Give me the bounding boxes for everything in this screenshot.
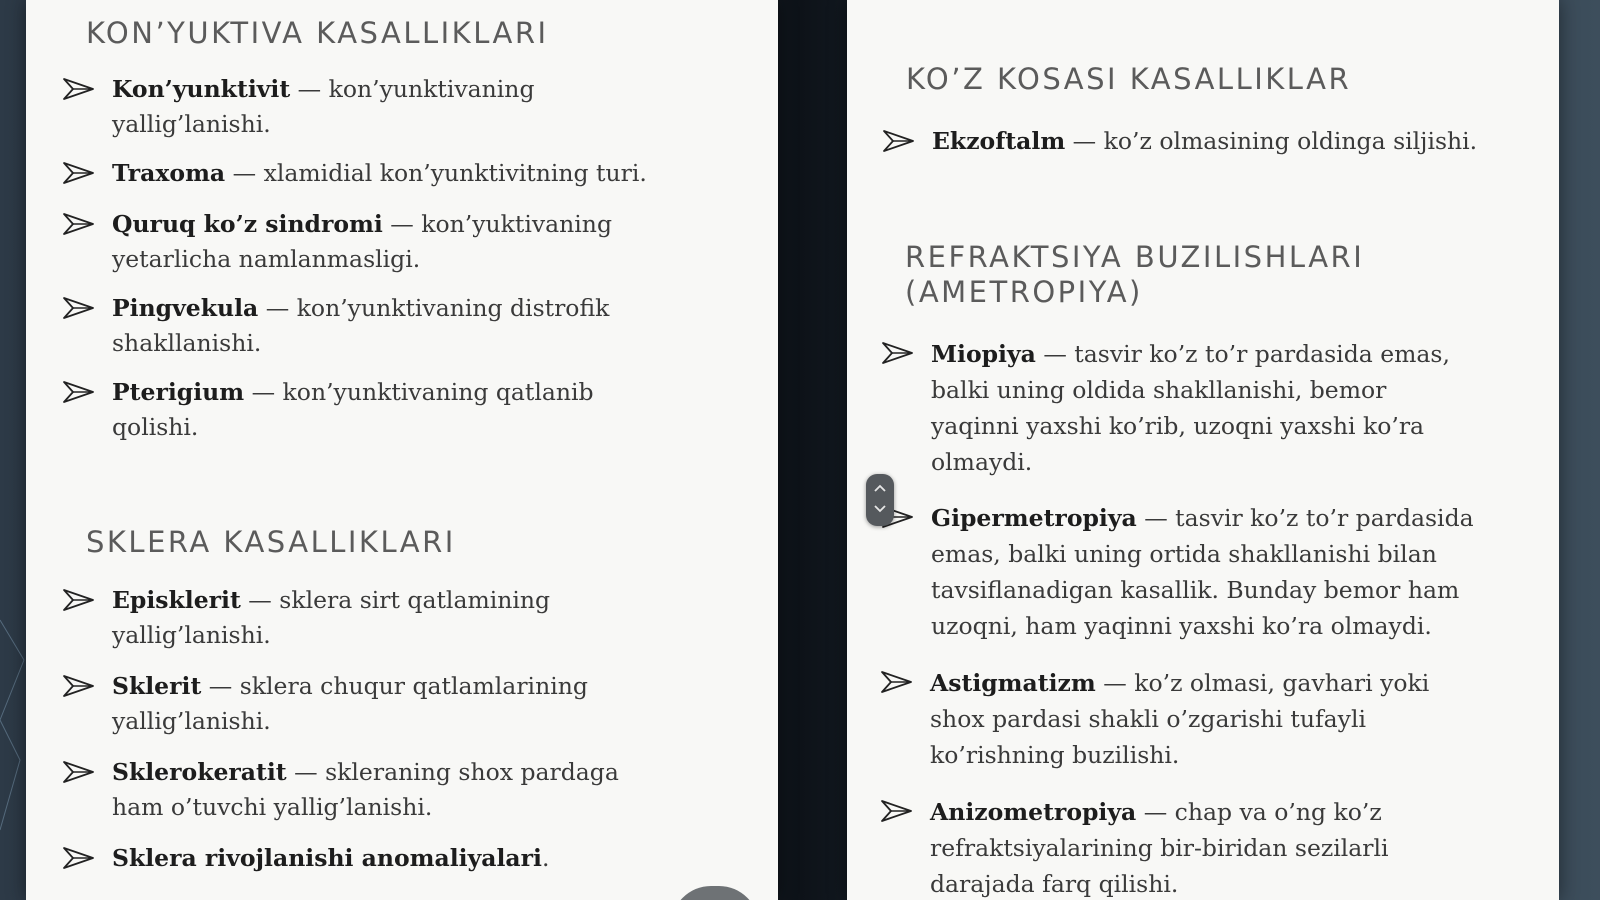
definition: — skleraning shox pardaga: [286, 758, 619, 786]
scroll-handle[interactable]: [866, 474, 894, 526]
definition-cont: refraktsiyalarining bir-biridan sezilarli: [930, 834, 1389, 862]
term: Pingvekula: [112, 294, 259, 322]
arrow-bullet-icon: [880, 669, 914, 695]
definition: — chap va o’ng ko’z: [1136, 798, 1382, 826]
definition: — kon’yunktivaning: [290, 75, 535, 103]
arrow-bullet-icon: [62, 76, 96, 102]
list-item: [932, 124, 1477, 159]
definition-cont: yaqinni yaxshi ko’rib, uzoqni yaxshi ko’ra: [931, 412, 1425, 440]
section-heading: KON’YUKTIVA KASALLIKLARI: [86, 16, 549, 50]
list-item: [930, 665, 1429, 773]
term: Pterigium: [112, 378, 245, 406]
term: Quruq ko’z sindromi: [112, 210, 383, 238]
list-item: [112, 72, 534, 142]
arrow-bullet-icon: [62, 845, 96, 871]
definition-cont: yallig’lanishi.: [112, 110, 271, 138]
definition-cont: shox pardasi shakli o’zgarishi tufayli: [930, 705, 1366, 733]
term: Kon’yunktivit: [112, 75, 291, 103]
definition-cont: balki uning oldida shakllanishi, bemor: [931, 376, 1387, 404]
floating-action-button[interactable]: [671, 886, 759, 900]
definition: — kon’yunktivaning distrofik: [258, 294, 610, 322]
list-item: [930, 794, 1389, 900]
definition: — tasvir ko’z to’r pardasida emas,: [1035, 340, 1450, 368]
list-item: [112, 583, 550, 653]
arrow-bullet-icon: [62, 587, 96, 613]
list-item: [112, 755, 619, 825]
definition: — ko’z olmasining oldinga siljishi.: [1065, 127, 1478, 155]
list-item: [112, 207, 612, 277]
right-page[interactable]: [847, 0, 1559, 900]
term: Episklerit: [112, 586, 241, 614]
definition-cont: shakllanishi.: [112, 329, 262, 357]
definition: — kon’yunktivaning qatlanib: [244, 378, 594, 406]
arrow-bullet-icon: [882, 128, 916, 154]
background-decoration: [0, 600, 26, 900]
definition-cont: darajada farq qilishi.: [930, 870, 1179, 898]
list-item: [112, 841, 549, 876]
term: Sklera rivojlanishi anomaliyalari: [112, 844, 542, 872]
chevron-down-icon[interactable]: [873, 504, 887, 514]
section-heading: [905, 240, 1364, 310]
list-item: [931, 336, 1450, 480]
definition: — tasvir ko’z to’r pardasida: [1136, 504, 1474, 532]
definition: — sklera sirt qatlamining: [240, 586, 551, 614]
arrow-bullet-icon: [880, 798, 914, 824]
definition: — ko’z olmasi, gavhari yoki: [1095, 669, 1430, 697]
arrow-bullet-icon: [62, 160, 96, 186]
section-heading: SKLERA KASALLIKLARI: [86, 525, 456, 559]
list-item: [112, 669, 588, 739]
term: Miopiya: [931, 340, 1036, 368]
term: Ekzoftalm: [932, 127, 1066, 155]
list-item: [931, 500, 1474, 644]
definition-cont: uzoqni, ham yaqinni yaxshi ko’ra olmaydi.: [931, 612, 1432, 640]
definition-cont: yallig’lanishi.: [112, 621, 271, 649]
definition-cont: yetarlicha namlanmasligi.: [112, 245, 421, 273]
definition-cont: tavsiflanadigan kasallik. Bunday bemor ham: [931, 576, 1460, 604]
arrow-bullet-icon: [881, 340, 915, 366]
arrow-bullet-icon: [62, 673, 96, 699]
definition-cont: yallig’lanishi.: [112, 707, 271, 735]
definition: — xlamidial kon’yunktivitning turi.: [225, 159, 647, 187]
list-item: [112, 291, 609, 361]
definition-cont: qolishi.: [112, 413, 199, 441]
term: Anizometropiya: [930, 798, 1137, 826]
definition: — kon’yuktivaning: [382, 210, 612, 238]
section-heading-line1: REFRAKTSIYA BUZILISHLARI: [905, 240, 1365, 274]
definition: .: [541, 844, 550, 872]
left-page[interactable]: [26, 0, 778, 900]
arrow-bullet-icon: [62, 211, 96, 237]
section-heading: KO’Z KOSASI KASALLIKLAR: [906, 62, 1352, 96]
definition: — sklera chuqur qatlamlarining: [201, 672, 588, 700]
list-item: [112, 156, 647, 191]
arrow-bullet-icon: [62, 379, 96, 405]
definition-cont: ham o’tuvchi yallig’lanishi.: [112, 793, 433, 821]
term: Sklerit: [112, 672, 202, 700]
definition-cont: emas, balki uning ortida shakllanishi bilan: [931, 540, 1437, 568]
list-item: [112, 375, 594, 445]
arrow-bullet-icon: [62, 295, 96, 321]
arrow-bullet-icon: [62, 759, 96, 785]
term: Traxoma: [112, 159, 226, 187]
term: Astigmatizm: [930, 669, 1096, 697]
section-heading-line2: (AMETROPIYA): [905, 275, 1143, 309]
definition-cont: ko’rishning buzilishi.: [930, 741, 1180, 769]
term: Gipermetropiya: [931, 504, 1137, 532]
chevron-up-icon[interactable]: [873, 483, 887, 493]
term: Sklerokeratit: [112, 758, 287, 786]
definition-cont: olmaydi.: [931, 448, 1033, 476]
